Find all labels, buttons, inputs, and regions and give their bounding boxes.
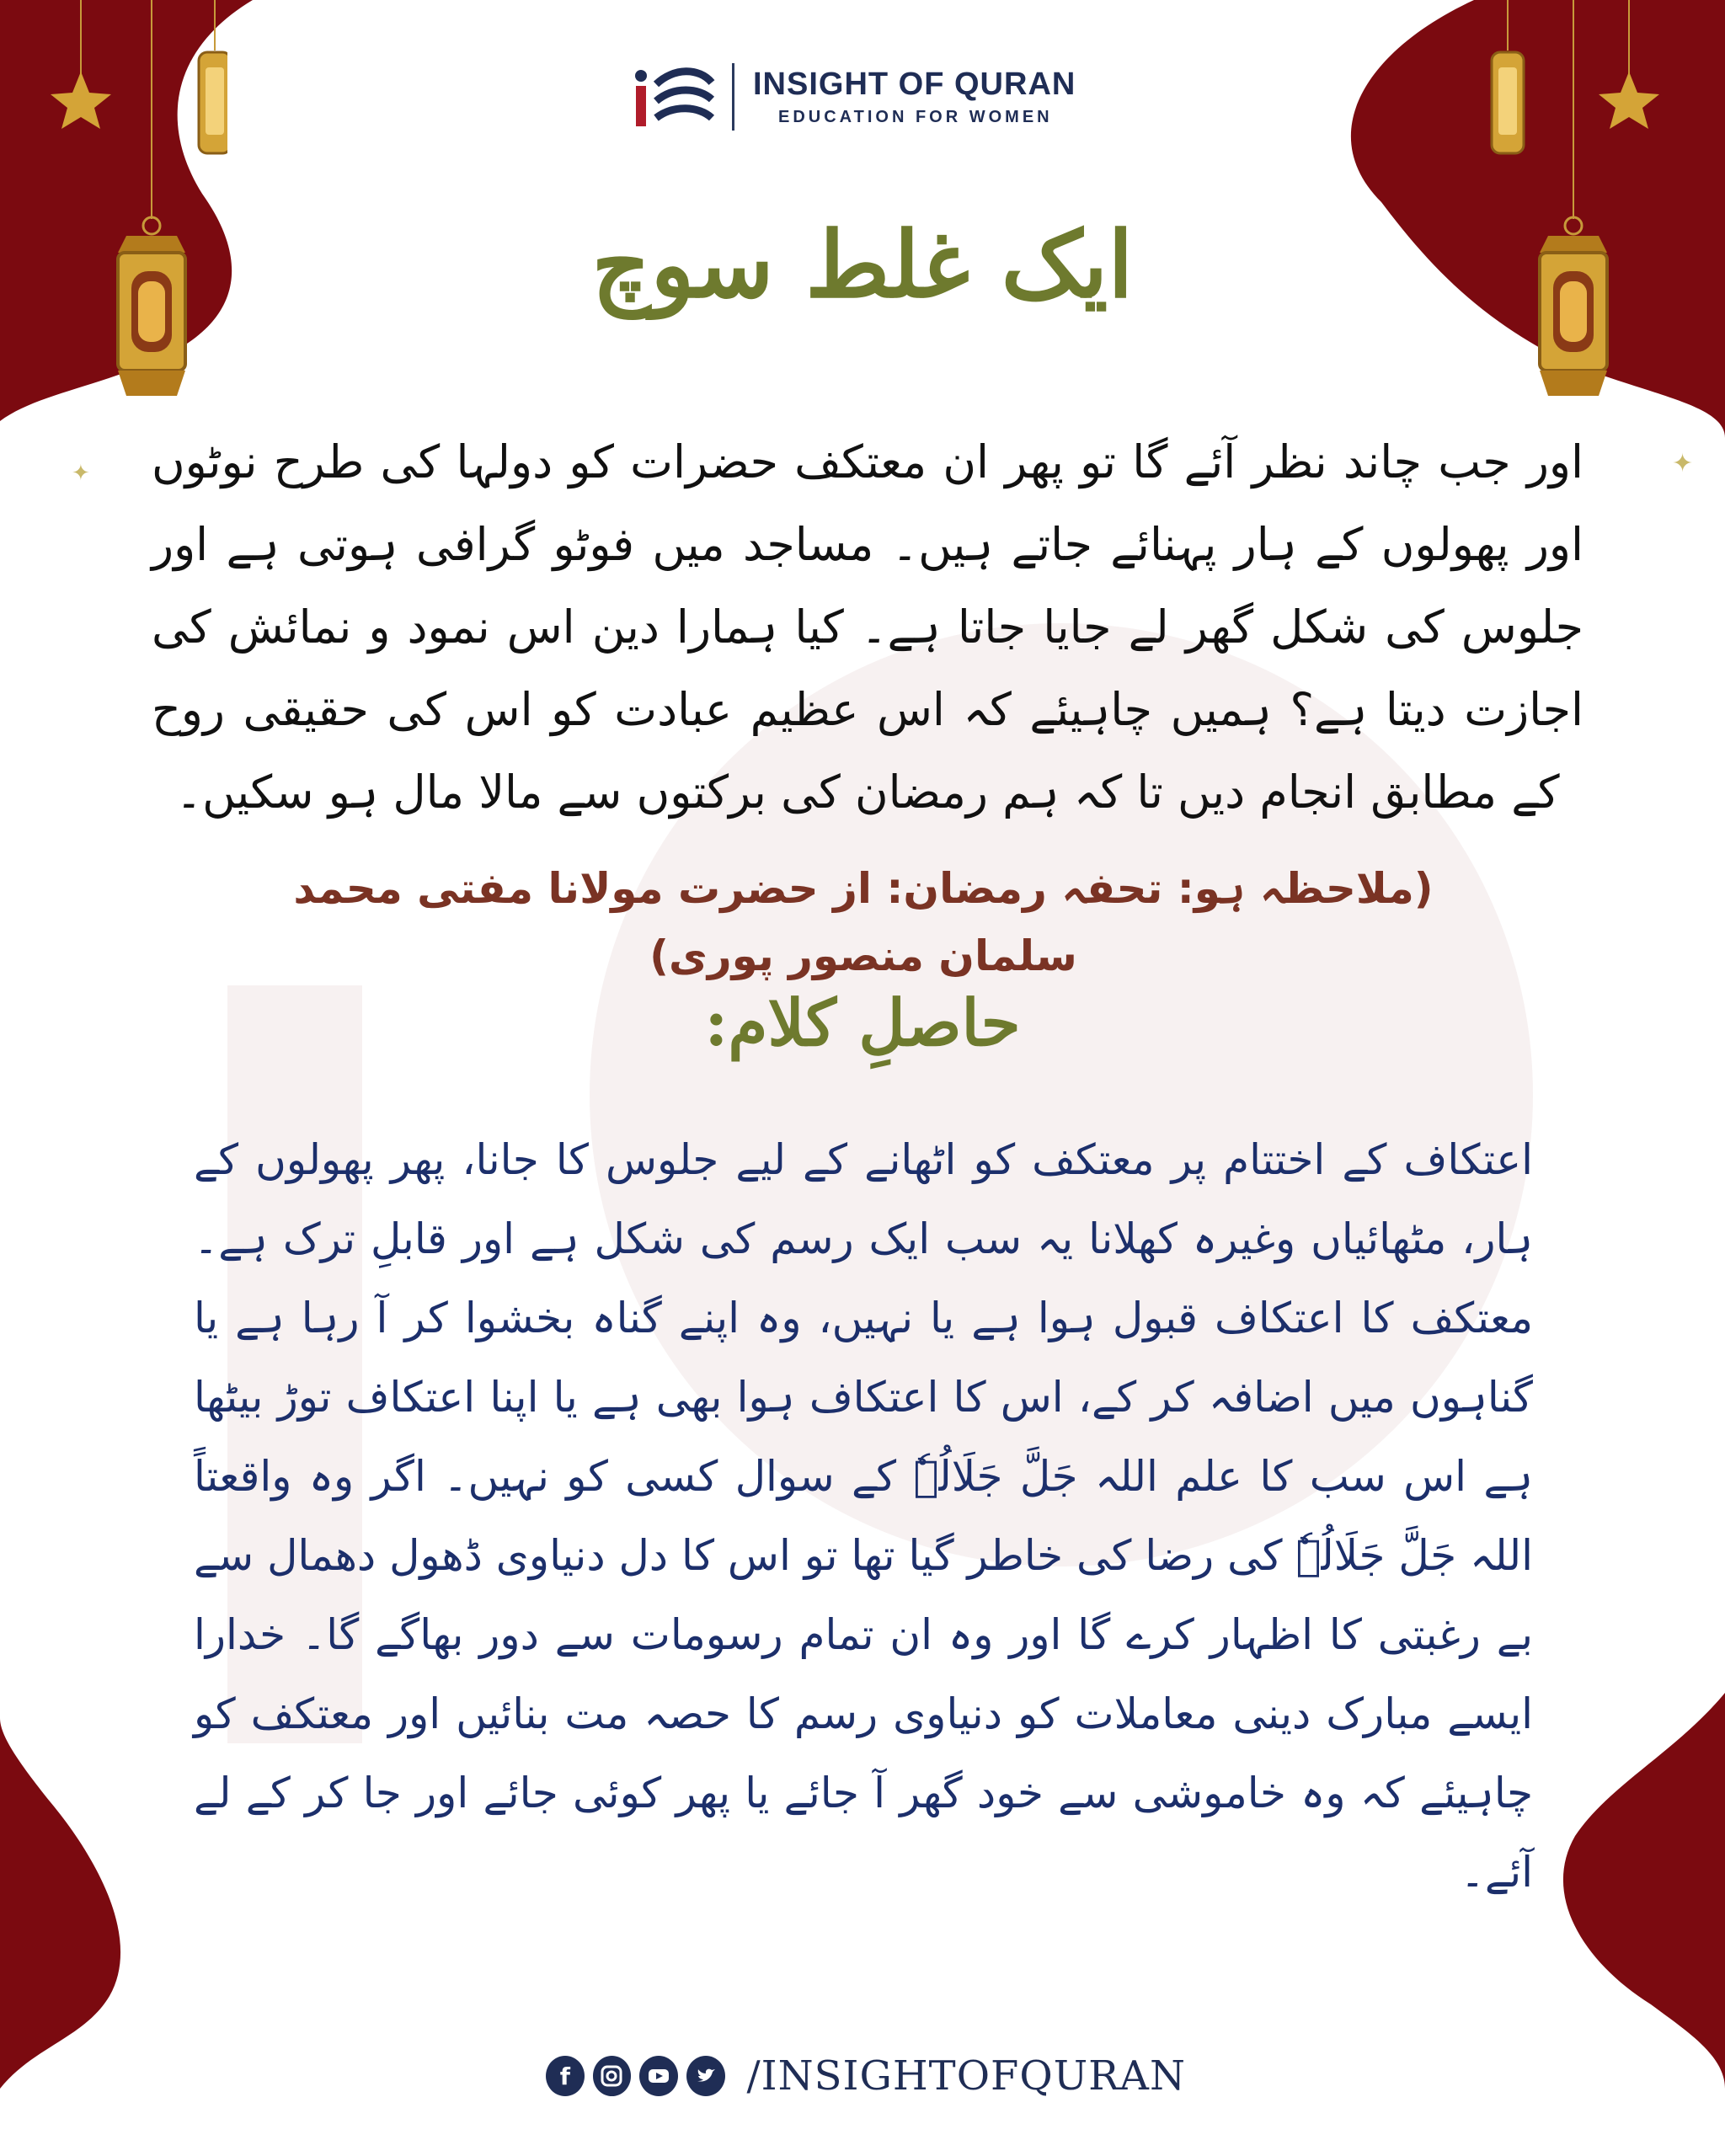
youtube-icon[interactable]	[639, 2056, 678, 2096]
insight-of-quran-logo-icon	[628, 51, 720, 143]
brand-logo	[628, 51, 1133, 143]
logo-divider	[732, 63, 734, 131]
lantern-left-decoration	[34, 0, 227, 421]
facebook-icon[interactable]: f	[546, 2056, 585, 2096]
page-title: ایک غلط سوچ	[591, 212, 1134, 318]
conclusion-heading: حاصلِ کلام:	[704, 985, 1021, 1060]
intro-paragraph: اور جب چاند نظر آئے گا تو پھر ان معتکف حضرات کو دولہا کی طرح نوٹوں اور پھولوں کے ہار پہنائے جاتے ہیں۔ مساجد میں فوٹو گرافی ہوتی ہے اور جلوس کی شکل گھر لے جایا جاتا ہے۔ کیا ہمارا دین اس نمود و نمائش کی اجازت دیتا ہے؟ ہمیں چاہیئے کہ اس عظیم عبادت کو اس کی حقیقی روح کے مطابق انجام دیں تا کہ ہم رمضان کی برکتوں سے مالا مال ہو سکیں۔	[152, 435, 1583, 819]
conclusion-paragraph: اعتکاف کے اختتام پر معتکف کو اٹھانے کے لیے جلوس کا جانا، پھر پھولوں کے ہار، مٹھائیاں وغیرہ کھلانا یہ سب ایک رسم کی شکل ہے اور قابلِ ترک ہے۔ معتکف کا اعتکاف قبول ہوا ہے یا نہیں، وہ اپنے گناہ بخشوا کر آ رہا ہے یا گناہوں میں اضافہ کر کے، اس کا اعتکاف ہوا بھی ہے یا اپنا اعتکاف توڑ بیٹھا ہے اس سب کا علم اللہ جَلَّ جَلَالُہٗ کے سوال کسی کو نہیں۔ اگر وہ واقعتاً اللہ جَلَّ جَلَالُہٗ کی رضا کی خاطر گیا تھا تو اس کا دل دنیاوی ڈھول دھمال سے بے رغبتی کا اظہار کرے گا اور وہ ان تمام رسومات سے دور بھاگے گا۔ خدارا ایسے مبارک دینی معاملات کو دنیاوی رسم کا حصہ مت بنائیں اور معتکف کو چاہیئے کہ وہ خاموشی سے خود گھر آ جائے یا پھر کوئی جائے اور جا کر کے لے آئے۔	[194, 1135, 1533, 1897]
svg-text:✦: ✦	[72, 461, 90, 486]
instagram-icon[interactable]	[593, 2056, 632, 2096]
reference-citation: (ملاحظہ ہو: تحفہ رمضان: از حضرت مولانا مفتی محمد سلمان منصور پوری)	[293, 864, 1434, 980]
social-footer	[546, 2042, 1186, 2110]
svg-text:✦: ✦	[1672, 449, 1694, 478]
brand-tagline: EDUCATION FOR WOMEN	[778, 108, 1053, 126]
brand-name: INSIGHT OF QURAN	[753, 67, 1076, 102]
twitter-icon[interactable]	[686, 2056, 725, 2096]
social-handle[interactable]: /INSIGHTOFQURAN	[746, 2052, 1186, 2100]
lantern-right-decoration	[1482, 0, 1676, 421]
page-number: 3	[1676, 2096, 1700, 2135]
